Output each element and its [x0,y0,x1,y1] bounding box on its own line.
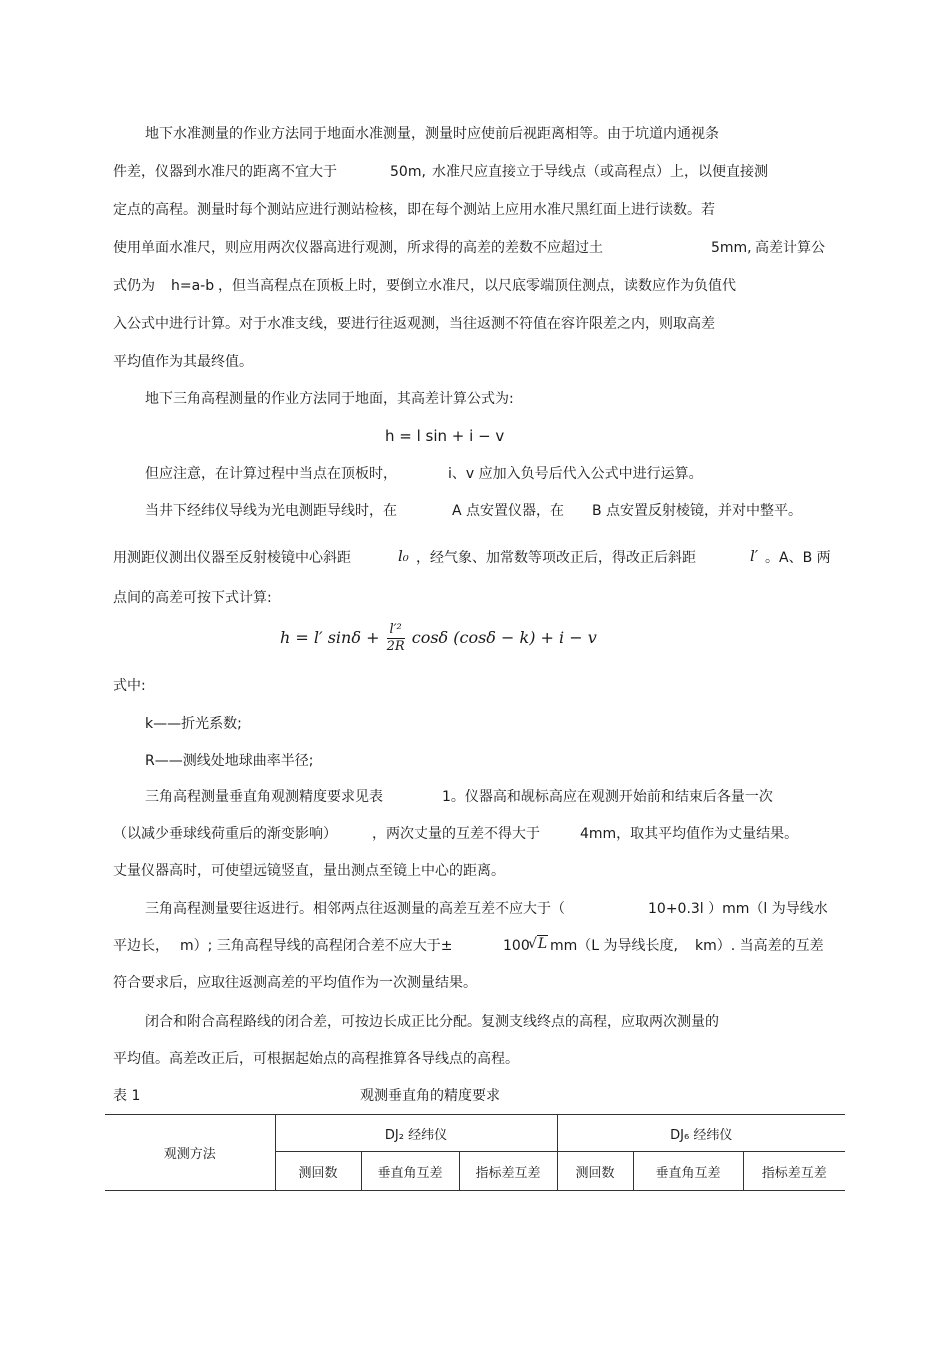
p6-line1b: 10+0.3l ）mm（l 为导线水 [648,901,828,917]
col-header: 指标差互差 [743,1152,845,1191]
p1-line2b: 50m, [390,164,426,180]
formula-fraction [387,622,405,655]
p2-line1: 地下三角高程测量的作业方法同于地面，其高差计算公式为: [145,391,514,407]
p4-line1c: B 点安置反射棱镜，并对中整平。 [592,503,803,519]
p1-line5c: ，但当高程点在顶板上时，要倒立水准尺，以尺底零端顶住测点，读数应作为负值代 [218,278,736,294]
p5-line1b: 1。仪器高和觇标高应在观测开始前和结束后各量一次 [442,789,773,805]
p6-line2e: km）. 当高差的互差 [695,938,824,954]
symbol-l0: l₀ [398,547,409,565]
table-caption: 观测垂直角的精度要求 [360,1088,500,1104]
p4-line1a: 当井下经纬仪导线为光电测距导线时，在 [145,503,397,519]
p5-line2c: 4mm，取其平均值作为丈量结果。 [580,826,799,842]
def-k: k——折光系数; [145,716,242,732]
header-group-dj2: DJ₂ 经纬仪 [275,1115,557,1152]
p6-line2b: m）; 三角高程导线的高程闭合差不应大于± [180,938,453,954]
header-method: 观测方法 [105,1115,275,1191]
header-group-dj6: DJ₆ 经纬仪 [557,1115,845,1152]
p1-line4c: 高差计算公 [755,240,825,256]
formula-numerator: l′² [387,622,405,639]
p1-line7: 平均值作为其最终值。 [113,354,253,370]
p7-line1: 闭合和附合高程路线的闭合差，可按边长成正比分配。复测支线终点的高程，应取两次测量的 [145,1014,719,1030]
col-header: 垂直角互差 [633,1152,743,1191]
p4-line2c: 。A、B 两 [765,550,831,566]
table-label: 表 1 [113,1088,141,1104]
p1-line4a: 使用单面水准尺，则应用两次仪器高进行观测，所求得的高差的差数不应超过土 [113,240,603,256]
defs-label: 式中: [113,678,146,694]
formula-simple: h = l sin + i − v [385,427,505,445]
sqrt-glyph: √L [528,936,548,952]
p3-line1a: 但应注意，在计算过程中当点在顶板时， [145,466,397,482]
p4-line3: 点间的高差可按下式计算: [113,590,272,606]
p1-line2c: 水准尺应直接立于导线点（或高程点）上，以便直接测 [432,164,768,180]
sqrt-radicand: L [537,936,548,952]
p1-line5a: 式仍为 [113,278,155,294]
col-header: 测回数 [557,1152,633,1191]
formula-lhs: h = l′ sinδ + [280,628,380,647]
p6-line2c: 100 [503,938,530,954]
p6-line2d: mm（L 为导线长度, [550,938,678,954]
def-r: R——测线处地球曲率半径; [145,753,314,769]
p6-line2a: 平边长， [113,938,169,954]
col-header: 测回数 [275,1152,361,1191]
p3-line1b: i、v 应加入负号后代入公式中进行运算。 [448,466,703,482]
p1-line1: 地下水准测量的作业方法同于地面水准测量，测量时应使前后视距离相等。由于坑道内通视条 [145,126,719,142]
formula-rhs: cosδ (cosδ − k) + i − v [411,628,597,647]
p5-line3: 丈量仪器高时，可使望远镜竖直，量出测点至镜上中心的距离。 [113,863,505,879]
sqrt-symbol [528,935,548,953]
p6-line3: 符合要求后，应取往返测高差的平均值作为一次测量结果。 [113,975,477,991]
precision-table [105,1114,845,1191]
p5-line1a: 三角高程测量垂直角观测精度要求见表 [145,789,383,805]
formula-slope-height [280,622,597,655]
symbol-l-prime: l′ [750,547,759,565]
p4-line1b: A 点安置仪器，在 [452,503,565,519]
p1-line5b: h=a-b [171,278,215,294]
p5-line2b: ，两次丈量的互差不得大于 [372,826,540,842]
p4-line2a: 用测距仪测出仪器至反射棱镜中心斜距 [113,550,351,566]
p7-line2: 平均值。高差改正后，可根据起始点的高程推算各导线点的高程。 [113,1051,519,1067]
p5-line2a: （以减少垂球线荷重后的渐变影响） [113,826,337,842]
col-header: 垂直角互差 [361,1152,459,1191]
p1-line2a: 件差，仪器到水准尺的距离不宜大于 [113,164,337,180]
p4-line2b: ，经气象、加常数等项改正后，得改正后斜距 [416,550,696,566]
p6-line1a: 三角高程测量要往返进行。相邻两点往返测量的高差互差不应大于（ [145,901,565,917]
p1-line4b: 5mm, [711,240,752,256]
p1-line6: 入公式中进行计算。对于水准支线，要进行往返观测，当往返测不符值在容许限差之内，则取高差 [113,316,715,332]
p1-line3: 定点的高程。测量时每个测站应进行测站检核，即在每个测站上应用水准尺黑红面上进行读数。若 [113,202,715,218]
formula-denominator: 2R [386,639,405,654]
col-header: 指标差互差 [459,1152,557,1191]
